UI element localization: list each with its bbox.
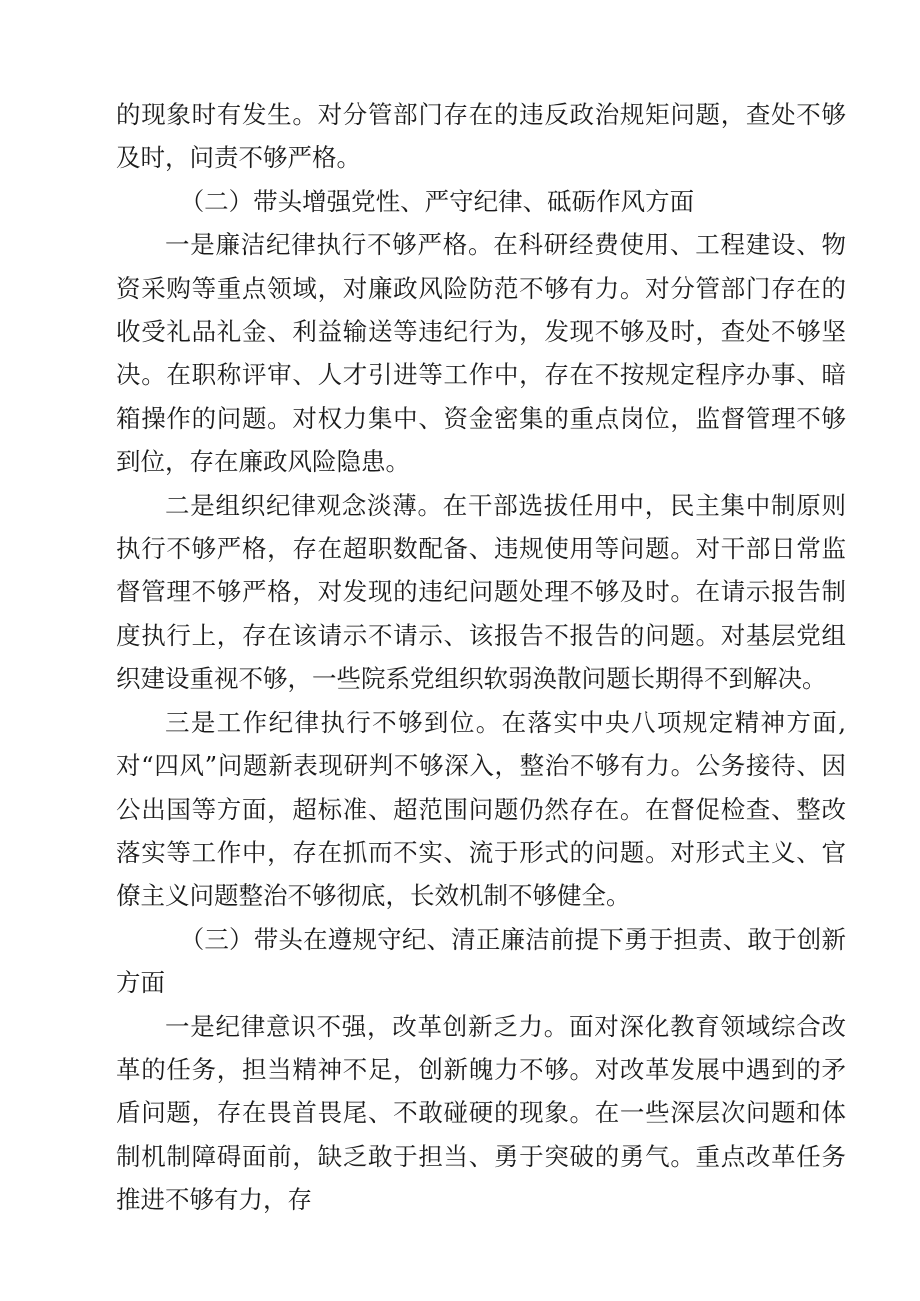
paragraph-integrity-discipline: 一是廉洁纪律执行不够严格。在科研经费使用、工程建设、物资采购等重点领域，对廉政风险防范不够有力。对分管部门存在的收受礼品礼金、利益输送等违纪行为，发现不够及时，查处不够坚决。在职称评审、人才引进等工作中，存在不按规定程序办事、暗箱操作的问题。对权力集中、资金密集的重点岗位，监督管理不够到位，存在廉政风险隐患。 xyxy=(116,230,846,477)
document-body xyxy=(116,93,846,1222)
paragraph-reform-innovation: 一是纪律意识不强，改革创新乏力。面对深化教育领域综合改革的任务，担当精神不足，创新魄力不够。对改革发展中遇到的矛盾问题，存在畏首畏尾、不敢碰硬的现象。在一些深层次问题和体制机制障碍面前，缺乏敢于担当、勇于突破的勇气。重点改革任务推进不够有力，存 xyxy=(116,1011,846,1215)
section-heading-3: （三）带头在遵规守纪、清正廉洁前提下勇于担责、敢于创新方面 xyxy=(116,924,846,998)
paragraph-continuation: 的现象时有发生。对分管部门存在的违反政治规矩问题，查处不够及时，问责不够严格。 xyxy=(116,100,846,173)
section-heading-2: （二）带头增强党性、严守纪律、砥砺作风方面 xyxy=(179,186,695,216)
paragraph-work-discipline: 三是工作纪律执行不够到位。在落实中央八项规定精神方面,对“四风”问题新表现研判不够深入，整治不够有力。公务接待、因公出国等方面，超标准、超范围问题仍然存在。在督促检查、整改落实等工作中，存在抓而不实、流于形式的问题。对形式主义、官僚主义问题整治不够彻底，长效机制不够健全。 xyxy=(116,707,846,911)
paragraph-organizational-discipline: 二是组织纪律观念淡薄。在干部选拔任用中，民主集中制原则执行不够严格，存在超职数配备、违规使用等问题。对干部日常监督管理不够严格，对发现的违纪问题处理不够及时。在请示报告制度执行上，存在该请示不请示、该报告不报告的问题。对基层党组织建设重视不够，一些院系党组织软弱涣散问题长期得不到解决。 xyxy=(116,490,846,694)
